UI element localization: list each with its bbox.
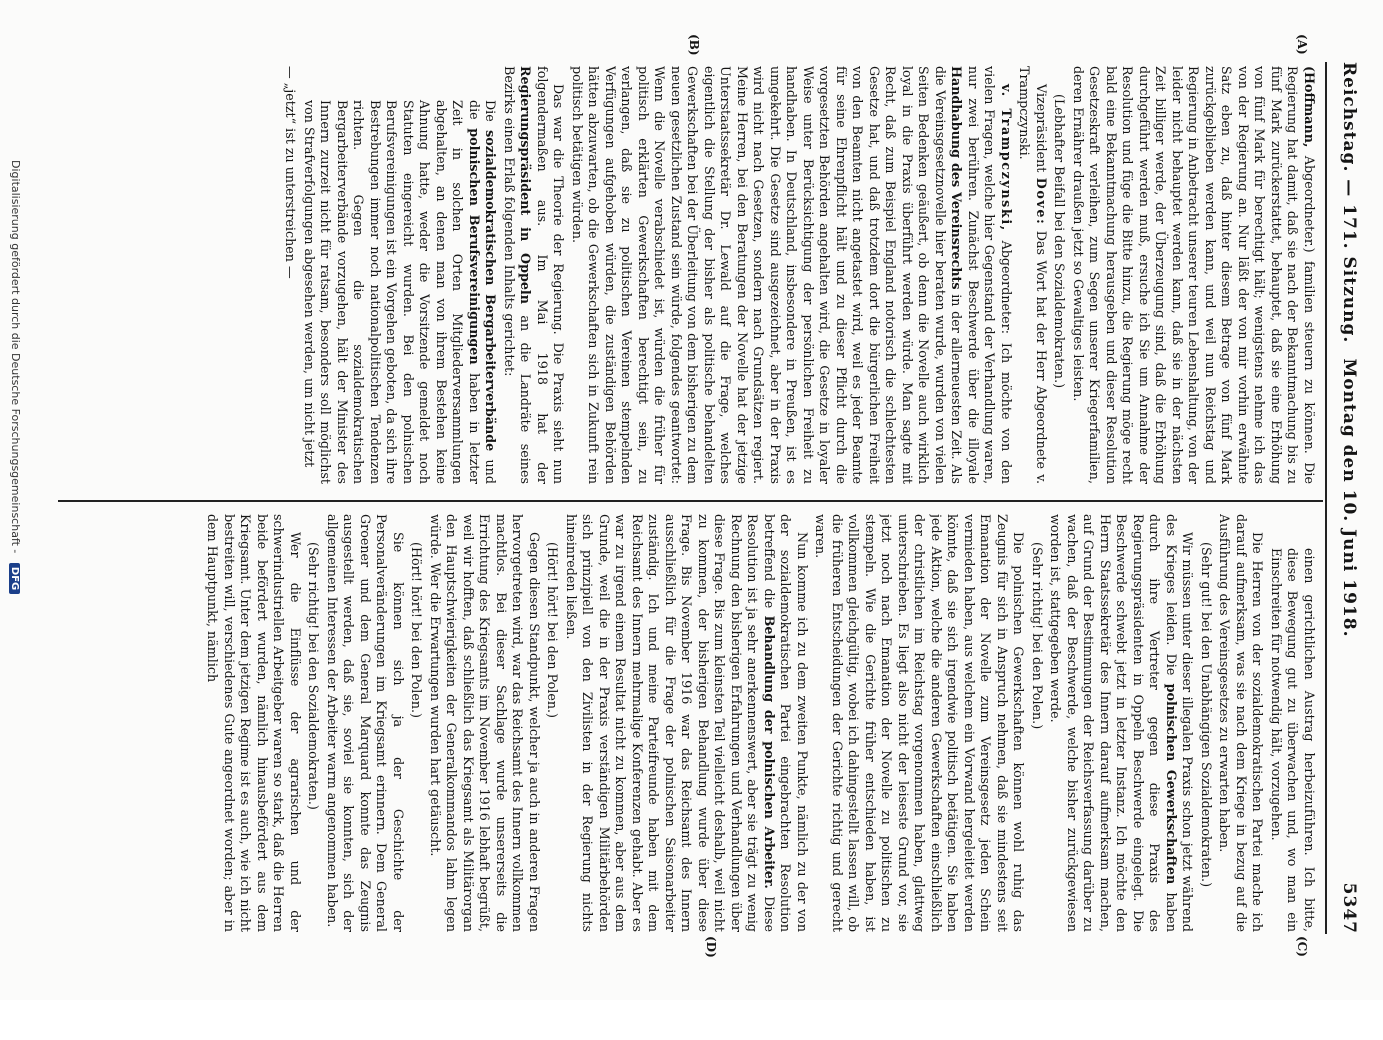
interjection: (Sehr gut! bei den Unabhängigen Sozialdemokraten.) [1199,542,1214,888]
paragraph-text: haben durch ihre Vertreter gegen diese Praxis des Regierungspräsidenten in Oppeln Beschwerde eingelegt. Die Beschwerde schwebt jetzt in letzter Instanz. Ich möchte den Herrn Staatssekretär des Innern darauf aufmerksam machen, auf Grund der Bestimmungen der Reichsverfassung darüber zu wachen, daß der Beschwerde, welche bisher zurückgewiesen worden ist, stattgegeben werde. [1048,514,1179,932]
digitization-credit [0,40,22,1040]
speaker-role: Abgeordneter: [999,240,1014,334]
speaker-role: Abgeordneter.) [1302,155,1317,253]
paragraph: Sie können sich ja der Geschichte der Personalveränderungen im Kriegsamt erinnern. Dem General Groener und dem General Marquard konnte das Zeugnis ausgestellt werden, daß sie, soviel sie konnten, sich der allgemeinen Interessen der Arbeiter warm angenommen haben. [325,514,406,932]
header-date: Montag den 10. Juni 1918. [1339,358,1359,638]
page-header [1331,62,1365,934]
vp-text: Das Wort hat der Herr Abgeordnete v. Trampczynski. [1017,66,1049,484]
paragraph-text: Wir müssen unter dieser illegalen Praxis schon jetzt während des Krieges leiden. Die [1164,514,1196,932]
paragraph-text: Ich möchte von den vielen Fragen, welche hier Gegenstand der Verhandlung waren, nur zwei berühren. Zunächst Beschwerde über die illoyale [966,66,1014,484]
margin-mark-d: (D) [704,936,718,958]
paragraph: Die polnischen Gewerkschaften können wohl ruhig das Zeugnis für sich in Anspruch nehmen, daß sie mindestens seit Emanation der Novelle zum Vereinsgesetz jeden Schein vermieden haben, aus welchem ein Vorwand hergeleitet werden könnte, daß sie sich irgendwie politisch betätigen. Sie haben jede Aktion, welche die anderen Gewerkschaften einschließlich der christlichen im Reichstag vorgenommen haben, glattweg unterschrieben. Es liegt also nicht der leiseste Grund vor, sie jetzt noch nach Emanation der Novelle zu politischen zu stempeln. Wie die Gerichte früher entschieden haben, ist vollkommen gleichgültig, wobei ich dahingestellt lassen will, ob die früheren Entscheidungen der Gerichte richtig und gerecht waren. [813,514,1027,932]
paragraph-text: Nun komme ich zu dem zweiten Punkte, nämlich zu der von der sozialdemokratischen Partei eingebrachten Resolution betreffend die [762,514,810,932]
interjection: (Lebhafter Beifall bei den Sozialdemokraten.) [1052,94,1068,389]
margin-mark-a: (A) [1295,34,1309,55]
quote-text: und die [467,100,499,484]
paragraph-text: in der allerneuesten Zeit. Als die Vereinsgesetznovelle hier beraten wurde, wurden von vielen Seiten Bedenken geäußert, ob denn die Novelle auch wirklich loyal in die Praxis überführt werden würde. Man sagte mit Recht, daß zum Beispiel England notorisch die schlechtesten Gesetze hat, und daß trotzdem dort die bürgerlichen Freiheit von den Beamten nicht angetastet wird, weil es jeder Beamte für seine Ehrenpflicht hält und zu dieser Pflicht durch die vorgesetzten Behörden angehalten wird, die Gesetze in loyaler Weise unter Berücksichtigung der persönlichen Freiheit zu handhaben. In Deutschland, insbesondere in Preußen, ist es umgekehrt. Die Gesetze sind ausgezeichnet, aber in der Praxis wird nicht nach Gesetzen, sondern nach Grundsätzen regiert. Meine Herren, bei den Beratungen der Novelle hat der jetzige Unterstaatssekretär Dr. Lewald auf die Frage, welches eigentlich die Stellung der bisher als politische behandelten Gewerkschaften bei der Überleitung von dem bisherigen zu dem neuen gesetzlichen Zustand sein würde, folgendes geantwortet: Wenn die Novelle verabschiedet ist, würden die früher für politisch erklärten Gewerkschaften berechtigt sein, zu verlangen, daß sie zu politischen Vereinen stempelnden Verfügungen aufgehoben würden, die zuständigen Behörden hätten abzuwarten, ob die Gewerkschaften sich in Zukunft rein politisch betätigen würden. [570,66,965,484]
paragraph: Gegen diesen Standpunkt, welcher ja auch in anderen Fragen hervorgetreten wird, war das Reichsamt des Innern vollkommen machtlos. Bei dieser Sachlage wurde unsererseits die Errichtung des Kriegsamts im November 1916 lebhaft begrüßt, weil wir hofften, daß schließlich das Kriegsamt als Militärorgan den Hauptschwierigkeiten der Generalkommandos lahm legen würde. Wer die Erwartungen wurden hart getäuscht. [428,514,542,932]
emphasis-text: Behandlung der polnischen Arbeiter. [762,615,777,889]
emphasis-text: Handhabung des Vereinsrechts [949,66,965,290]
paragraph-text: an die Landräte seines Bezirks einen Erlaß folgenden Inhalts gerichtet: [502,66,534,484]
quote-emphasis-note: — „jetzt“ ist zu unterstreichen — [283,66,299,279]
interjection: (Hört! hört! bei den Polen.) [545,542,561,718]
dfg-logo: DFG [9,563,20,594]
header-page-number: 5347 [1339,882,1359,934]
speaker-name: v. Trampczynski, [999,84,1014,232]
speech-trampczynski [569,66,1015,484]
paragraph [501,66,567,484]
emphasis-text: sozialdemokratischen Bergarbeiterverbände [483,130,499,452]
quote-text: Die [483,100,499,122]
quote-text: haben in letzter Zeit in solchen Orten Mitgliederversammlungen abgehalten, an denen man von ihrem Bestehen keine Ahnung hatte, weder die Vorsitzende gemeldet noch Statuten eingereicht wurden. Bei den polnischen Berufsvereinigungen ist ein Vorgehen geboten, da sich ihre Bestrebungen immer noch nationalpolitischen Tendenzen richten. Gegen die sozialdemokratischen Bergarbeiterverbände vorzugehen, hält der Minister des Innern zurzeit nicht für ratsam, besonders soll möglichst von Strafverfolgungen abgesehen werden, um nicht jetzt [302,100,482,484]
margin-mark-b: (B) [687,34,701,56]
quoted-decree [301,66,499,484]
vp-name: Dove: [1034,177,1049,226]
speaker-name: (Hoffmann, [1302,66,1317,148]
emphasis-text: polnischen Berufsvereinigungen [467,128,482,365]
right-column [57,514,1317,932]
left-column [57,66,1317,484]
paragraph-text: Diese Resolution ist ja sehr anerkennenswert, aber sie trägt zu wenig Rechnung den bisherigen Erfahrungen und Verhandlungen über diese Frage. Bis zum kleinsten Teil vielleicht deshalb, weil nicht zu kommen, der bisherigen Behandlung wurde über diese Frage. Bis November 1916 war das Reichsamt des Innern ausschließlich für die Frage der polnischen Saisonarbeiter zuständig. Ich und meine Parteifreunde haben mit dem Reichsamt des Innern mehrmalige Konferenzen gehabt. Aber es war zu irgend einem Resultat nicht zu kommen, aber aus dem Grunde, weil die in der Praxis verständigen Militärbehörden sich prinzipiell von den Zivilisten in der Regierung nichts hineinreden ließen. [564,514,777,932]
header-session: Reichstag. — 171. Sitzung. [1339,62,1359,344]
paragraph [563,514,811,932]
vice-president-remark [1016,66,1049,484]
paragraph: Wer die Einflüsse der agrarischen und der schwerindustriellen Arbeitgeber waren so stark, daß die Herren beide befördert wurden, nämlich hinausbefördert aus dem Kriegsamt. Unter dem jetzigen Regime ist es auch, wie ich nicht bestreiten will, verschiedenes Gute angeordnet worden; aber in dem Hauptpunkt, nämlich [205,514,303,932]
vp-label: Vizepräsident [1034,84,1049,173]
credit-text: Digitalisierung gefördert durch die Deutsche Forschungsgemeinschaft - [9,160,22,554]
margin-mark-c: (C) [1295,936,1309,957]
speech-hoffmann [1070,66,1318,484]
interjection: (Hört! hört! bei den Polen.) [409,542,425,718]
quote-continuation: einen gerichtlichen Austrag herbeizuführen. Ich bitte, diese Bewegung gut zu überwachen und, wo man ein Einschreiten für notwendig hält, vorzugehen. [1269,548,1317,932]
paragraph-text: familien steuern zu können. Die Regierung hat damit, daß sie nach der Bekanntmachung bis zu fünf Mark zurückerstattet, behauptet, daß sie eine Erhöhung von fünf Mark für berechtigt hält; wenigstens nehme ich das von der Regierung an. Nur läßt der von mir vorhin erwähnte Satz eben zu, daß hinter diesem Betrage von fünf Mark zurückgeblieben werden kann, und weil nun Reichstag und Regierung in Anbetracht unserer teuren Lebenshaltung, von der leider nicht behauptet werden kann, daß sie in der nächsten Zeit billiger werde, der Überzeugung sind, daß die Erhöhung durchgeführt werden muß, ersuche ich Sie um Annahme der Resolution und füge die Bitte hinzu, die Regierung möge recht bald eine Bekanntmachung herausgeben und dieser Resolution Gesetzeskraft verleihen, zum Segen unserer Kriegerfamilien, deren Ernährer draußen jetzt so Gewaltiges leisten. [1071,66,1317,484]
header-rule [1325,62,1327,934]
emphasis-text: polnischen Gewerkschaften [1164,683,1179,885]
emphasis-text: Regierungspräsident in Oppeln [518,66,534,304]
interjection: (Sehr richtig! bei den Sozialdemokraten.) [306,542,322,810]
paragraph-text: Das war die Theorie der Regierung. Die Praxis sieht nun folgendermaßen aus. Im Mai 1918 hat der [535,66,567,484]
column-divider [58,500,1323,502]
interjection: (Sehr richtig! bei den Polen.) [1030,542,1045,730]
paragraph [1047,514,1196,932]
paragraph: Die Herren von der sozialdemokratischen Partei mache ich darauf aufmerksam, was sie nach dem Kriege in bezug auf die Ausführung des Vereinsgesetzes zu erwarten haben. [1217,514,1266,932]
